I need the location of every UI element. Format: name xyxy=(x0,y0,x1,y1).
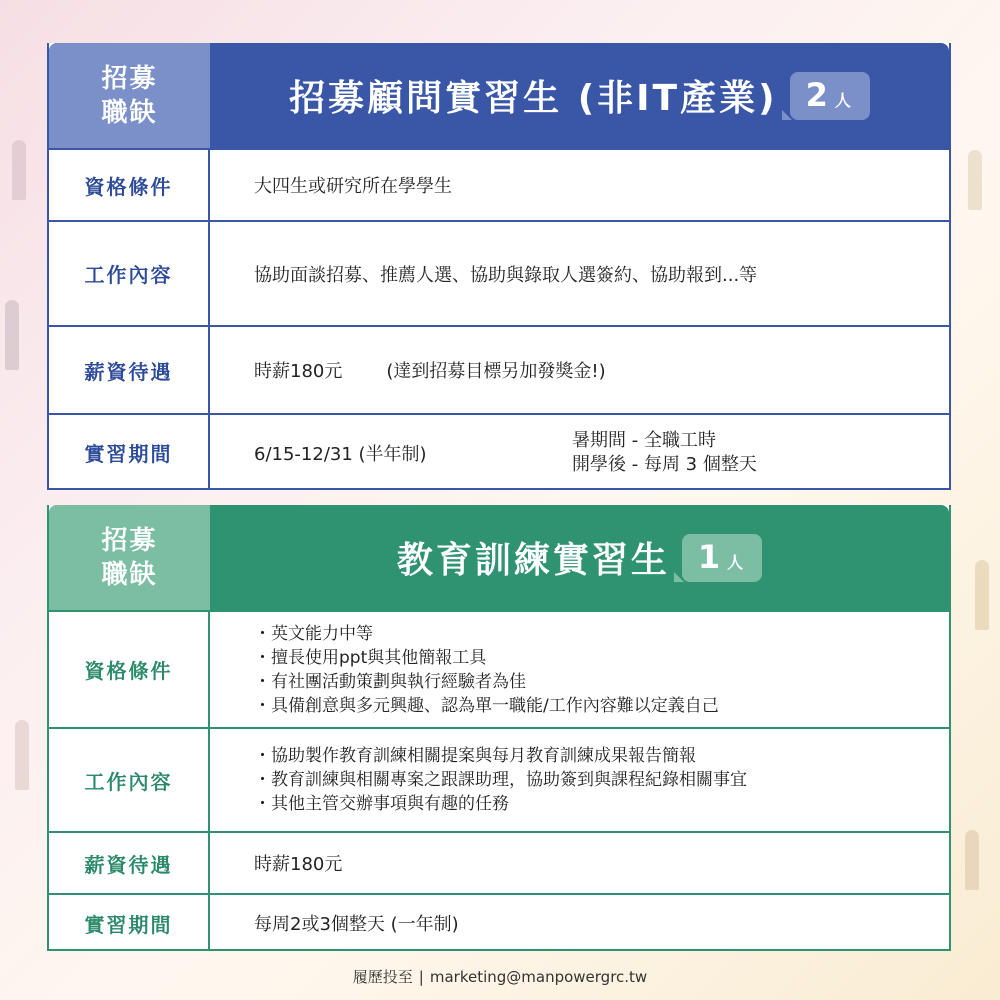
job-title: 招募顧問實習生 (非IT產業) xyxy=(289,78,778,119)
list-item: ・ 協助製作教育訓練相關提案與每月教育訓練成果報告簡報 xyxy=(254,744,747,768)
background-figure xyxy=(975,560,989,630)
list-item: ・ 具備創意與多元興趣、認為單一職能/工作內容難以定義自己 xyxy=(254,694,719,718)
row-period xyxy=(49,413,949,490)
row-content xyxy=(210,612,949,727)
header-label-line: 招募 xyxy=(101,63,158,94)
footer-contact xyxy=(0,966,1000,987)
header-label-line: 職缺 xyxy=(101,559,158,590)
row-label: 資格條件 xyxy=(49,150,210,220)
headcount-unit: 人 xyxy=(834,90,854,110)
salary-text: 時薪180元 xyxy=(254,361,343,382)
row-salary xyxy=(49,325,949,413)
header-label-line: 招募 xyxy=(101,525,158,556)
header-label-line: 職缺 xyxy=(101,97,158,128)
period-text: 6/15-12/31 (半年制) xyxy=(254,443,427,465)
schedule-line: 開學後 - 每周 3 個整天 xyxy=(572,453,757,475)
job-title-area xyxy=(210,43,949,148)
job-header xyxy=(49,505,949,610)
qualification-list xyxy=(254,622,719,718)
list-item: ・ 教育訓練與相關專案之跟課助理，協助簽到與課程紀錄相關事宜 xyxy=(254,768,747,792)
salary-text: 時薪180元 xyxy=(254,854,343,875)
row-content xyxy=(210,327,949,413)
row-label: 工作內容 xyxy=(49,729,210,831)
headcount-unit: 人 xyxy=(727,552,747,572)
row-label: 實習期間 xyxy=(49,895,210,951)
row-content xyxy=(210,895,949,951)
list-item: ・ 擅長使用ppt與其他簡報工具 xyxy=(254,646,719,670)
background-figure xyxy=(15,720,29,790)
headcount-badge xyxy=(682,534,762,582)
job-header-label xyxy=(49,505,210,610)
row-period xyxy=(49,893,949,951)
footer-label: 履歷投至 xyxy=(352,968,413,986)
schedule-line: 暑期間 - 全職工時 xyxy=(572,429,716,451)
row-label: 薪資待遇 xyxy=(49,327,210,413)
period-schedule xyxy=(572,429,757,477)
job-header-label xyxy=(49,43,210,148)
row-content xyxy=(210,150,949,220)
job-title-area xyxy=(210,505,949,610)
row-duties xyxy=(49,727,949,831)
row-label: 薪資待遇 xyxy=(49,833,210,893)
headcount-badge xyxy=(790,72,870,120)
background-figure xyxy=(5,300,19,370)
headcount-number: 2 xyxy=(805,75,831,114)
list-item: ・ 英文能力中等 xyxy=(254,622,719,646)
job-card-consultant-intern xyxy=(47,43,951,490)
row-qualification xyxy=(49,610,949,727)
period-text: 每周2或3個整天 (一年制) xyxy=(254,914,459,935)
row-label: 資格條件 xyxy=(49,612,210,727)
row-salary xyxy=(49,831,949,893)
background-figure xyxy=(12,140,26,200)
duties-text: 協助面談招募、推薦人選、協助與錄取人選簽約、協助報到...等 xyxy=(254,264,758,286)
row-content xyxy=(210,415,949,490)
row-label: 實習期間 xyxy=(49,415,210,490)
job-title: 教育訓練實習生 xyxy=(396,540,670,581)
row-content xyxy=(210,729,949,831)
row-duties xyxy=(49,220,949,325)
row-qualification xyxy=(49,148,949,220)
list-item: ・ 其他主管交辦事項與有趣的任務 xyxy=(254,792,747,816)
job-card-training-intern xyxy=(47,505,951,951)
row-content xyxy=(210,833,949,893)
footer-separator: | xyxy=(418,968,424,986)
salary-bonus-note: (達到招募目標另加發獎金!) xyxy=(386,361,606,382)
duties-list xyxy=(254,744,747,816)
list-item: ・ 有社團活動策劃與執行經驗者為佳 xyxy=(254,670,719,694)
job-header xyxy=(49,43,949,148)
background-figure xyxy=(968,150,982,210)
headcount-number: 1 xyxy=(697,537,724,576)
background-figure xyxy=(965,830,979,890)
qualification-text: 大四生或研究所在學學生 xyxy=(254,176,452,197)
row-label: 工作內容 xyxy=(49,222,210,325)
row-content xyxy=(210,222,949,325)
contact-email-link[interactable]: marketing@manpowergrc.tw xyxy=(429,968,648,986)
